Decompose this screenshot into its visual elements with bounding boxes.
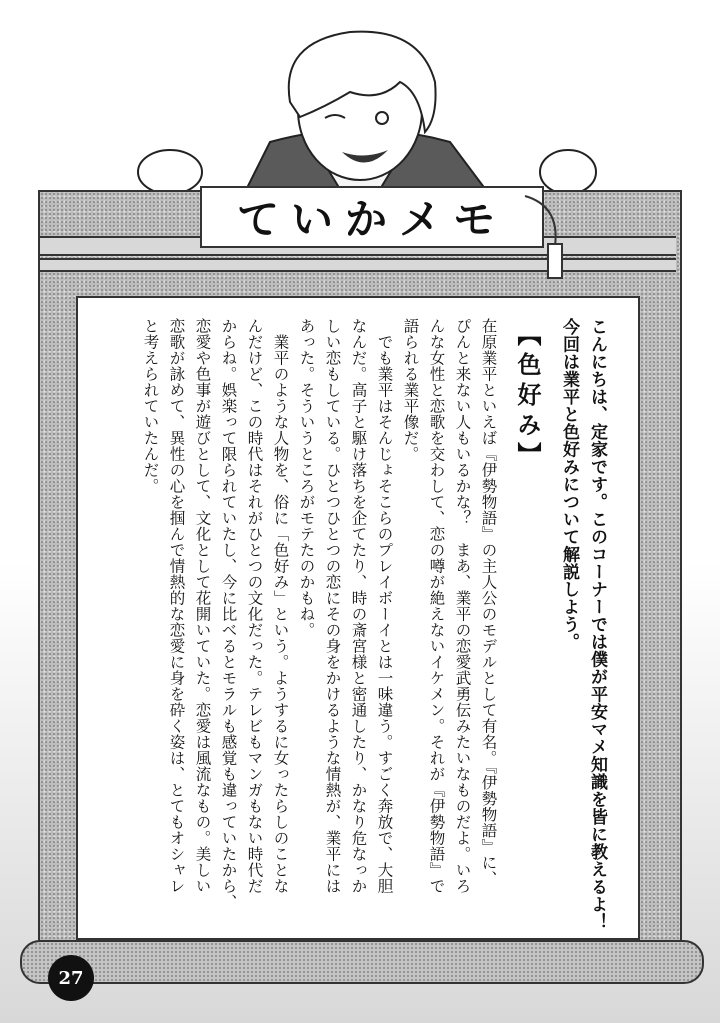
body-line: からね。娯楽って限られていたし、今に比べるとモラルも感覚も違っていたから、 [219, 318, 238, 910]
body-line: ぴんと来ない人もいるかな？ まあ、業平の恋愛武勇伝みたいなものだよ。いろ [453, 318, 472, 894]
title-plate [200, 186, 544, 248]
scroll-tassel [520, 186, 580, 286]
intro-line-1: こんにちは、定家です。このコーナーでは僕が平安マメ知識を皆に教えるよ！ [587, 318, 607, 931]
body-line: 業平のような人物を、俗に「色好み」という。ようするに女ったらしのことな [271, 318, 290, 894]
body-line: 恋歌が詠めて、異性の心を掴んで情熱的な恋愛に身を砕く姿は、とてもオシャレ [167, 318, 186, 894]
section-heading: 【色好み】 [513, 322, 541, 472]
body-line: 語られる業平像だ。 [401, 318, 420, 462]
body-line: しい恋もしている。ひとつひとつの恋にその身をかけるような情熱が、業平には [323, 318, 342, 894]
body-line: んな女性と恋歌を交わして、恋の噂が絶えないイケメン。それが『伊勢物語』で [427, 318, 446, 894]
body-line: でも業平はそんじょそこらのプレイボーイとは一味違う。すごく奔放で、大胆 [375, 318, 394, 894]
body-line: んだけど、この時代はそれがひとつの文化だった。テレビもマンガもない時代だ [245, 318, 264, 894]
body-line: 恋愛や色事が遊びとして、文化として花開いていた。恋愛は風流なもの。美しい [193, 318, 212, 894]
page-number: 27 [48, 955, 94, 1001]
body-line: あった。そういうところがモテたのかもね。 [297, 318, 316, 638]
scroll-rod-lower [40, 258, 676, 272]
body-line: 在原業平といえば『伊勢物語』の主人公のモデルとして有名。『伊勢物語』に、 [479, 318, 498, 887]
intro-line-2: 今回は業平と色好みについて解説しよう。 [559, 318, 579, 651]
scroll-bottom-roll [20, 940, 704, 984]
body-line: と考えられていたんだ。 [141, 318, 160, 494]
title-text: ていかメモ [236, 195, 507, 244]
body-line: なんだ。高子と駆け落ちを企てたり、時の斎宮様と密通したり、かなり危なっか [349, 318, 368, 894]
